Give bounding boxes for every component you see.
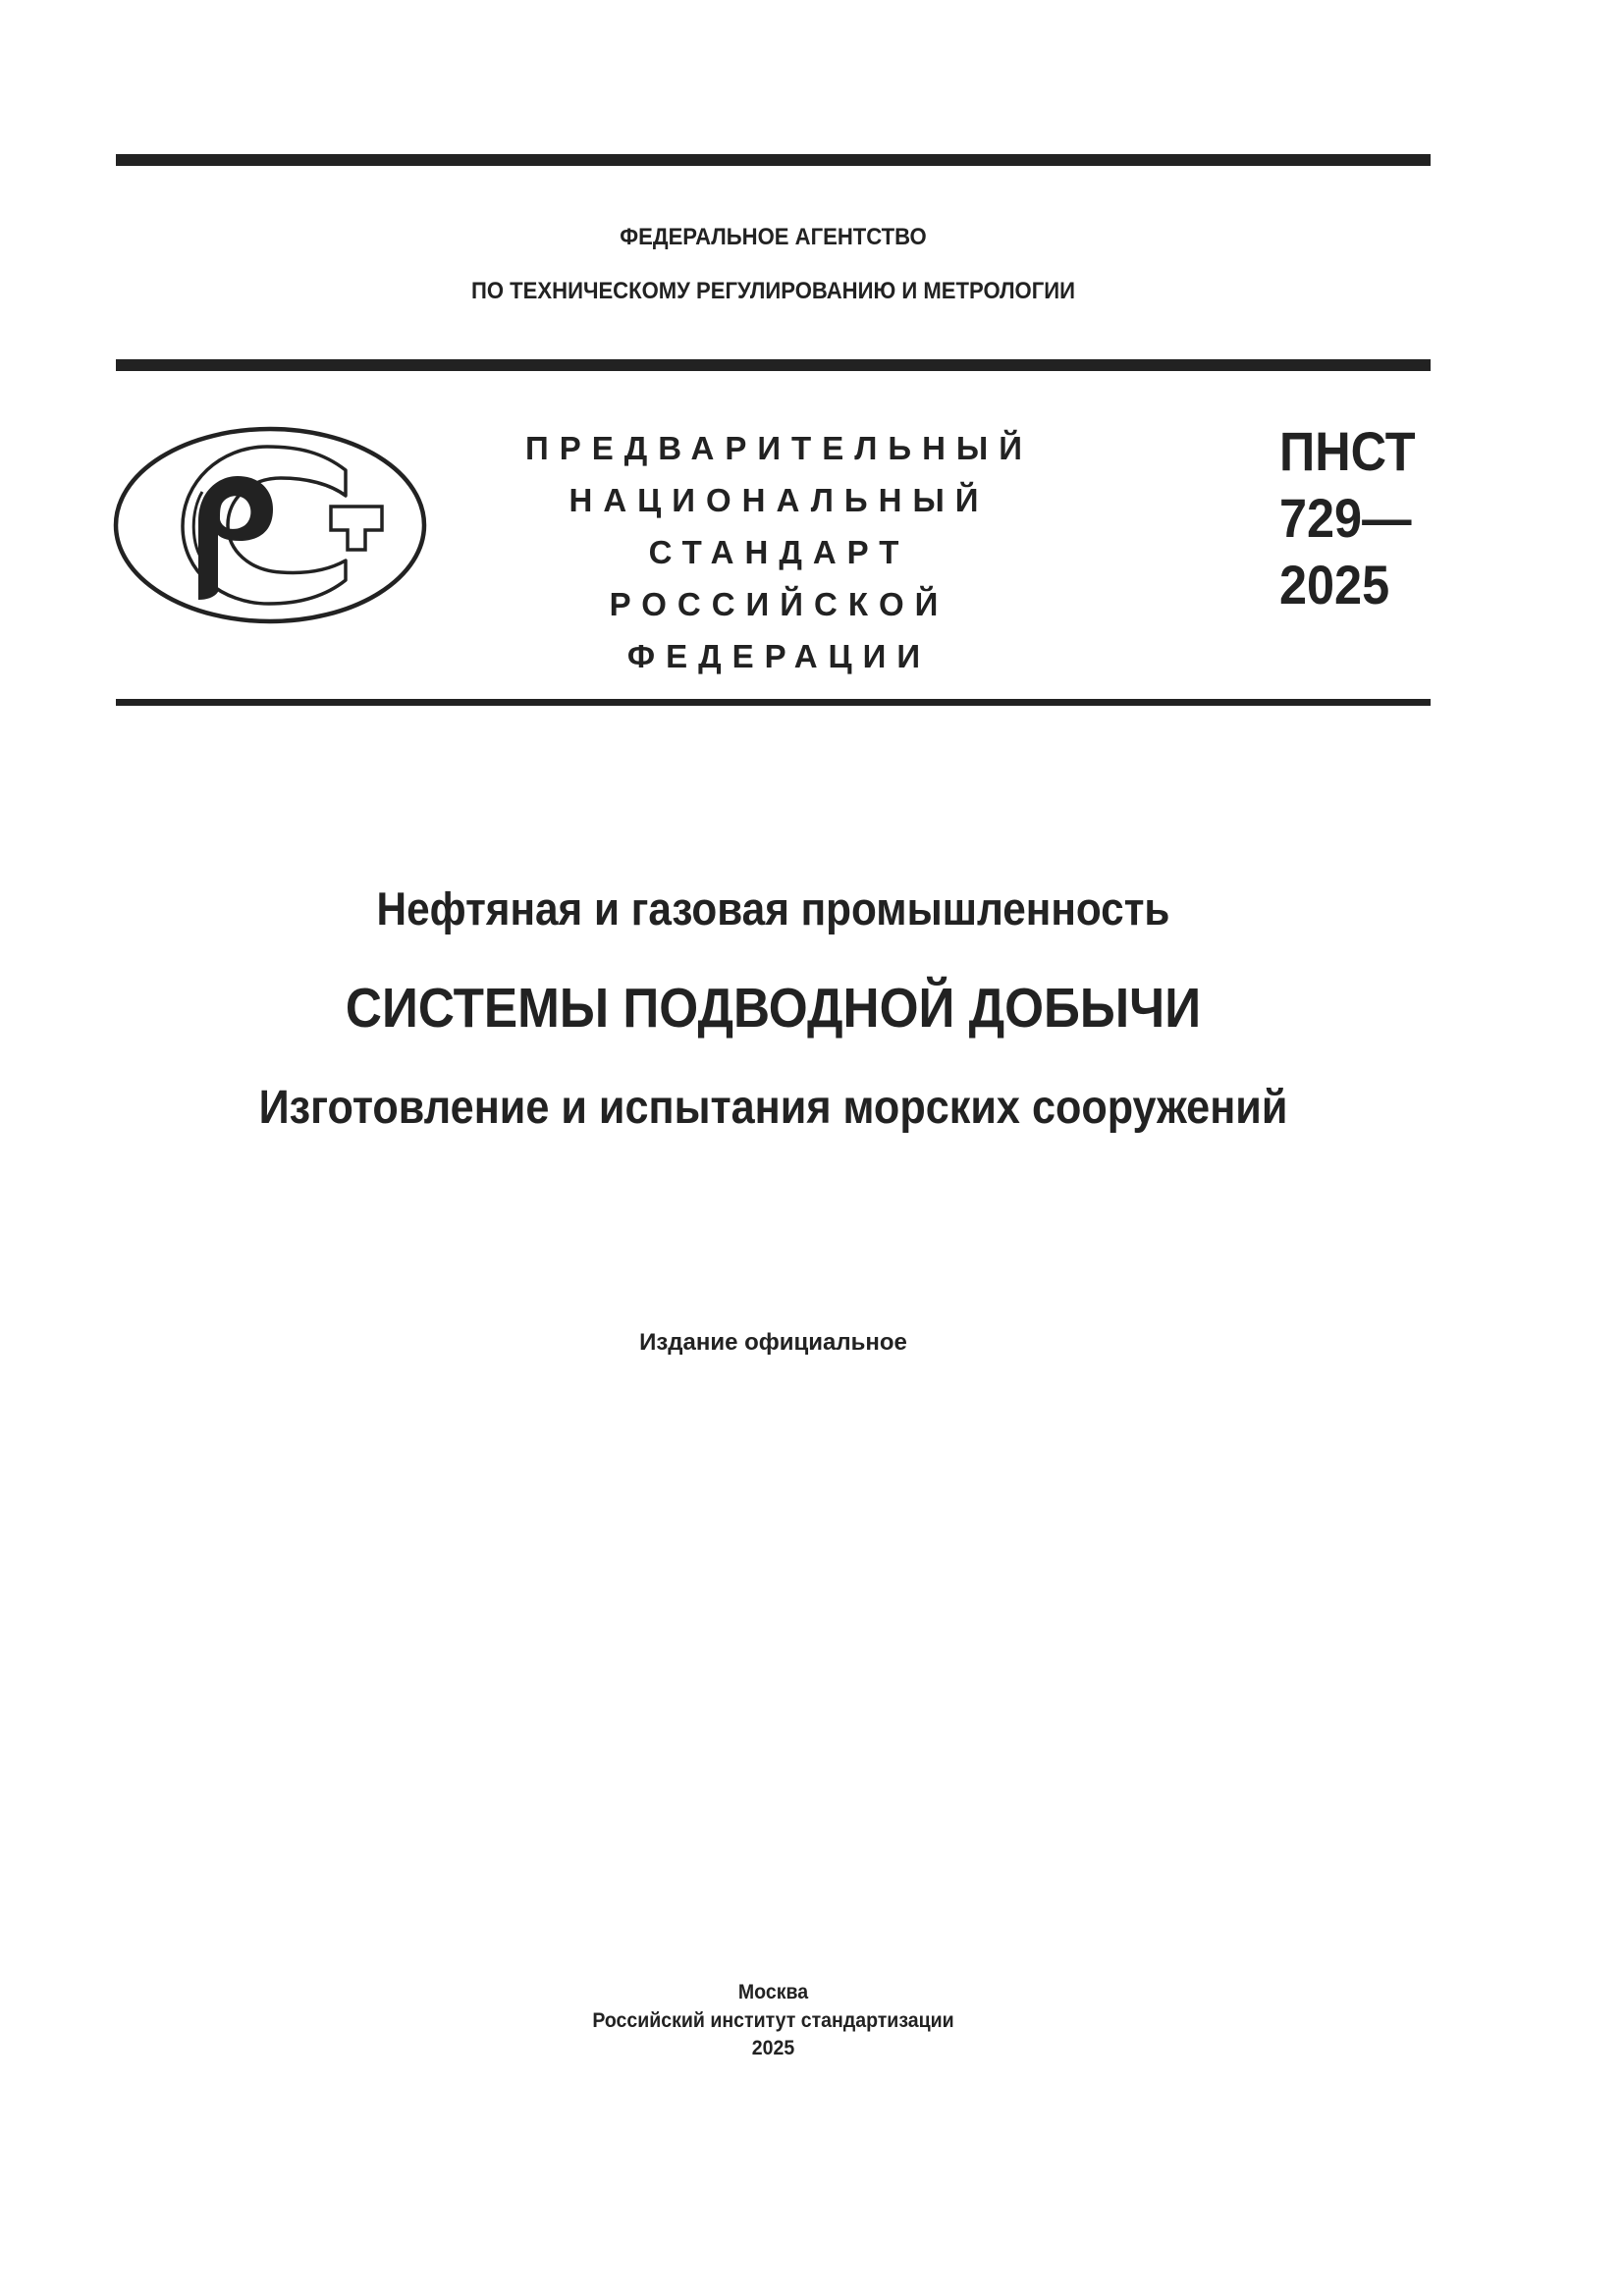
gost-r-logo-icon xyxy=(112,425,430,627)
agency-name-line-2: ПО ТЕХНИЧЕСКОМУ РЕГУЛИРОВАНИЮ И МЕТРОЛОГИИ xyxy=(471,278,1075,304)
standard-type-block xyxy=(511,428,1037,688)
footer-publisher: Российский институт стандартизации xyxy=(592,2008,954,2032)
standard-designation xyxy=(1279,418,1416,618)
document-title-main: СИСТЕМЫ ПОДВОДНОЙ ДОБЫЧИ xyxy=(345,977,1202,1040)
standard-type-line: ПРЕДВАРИТЕЛЬНЫЙ xyxy=(525,430,1033,466)
edition-label: Издание официальное xyxy=(639,1329,907,1356)
standard-type-line: ФЕДЕРАЦИИ xyxy=(626,638,932,674)
publication-footer xyxy=(116,1979,1431,2063)
standard-year: 2025 xyxy=(1279,554,1390,615)
footer-city: Москва xyxy=(737,1981,809,2003)
document-title-subtitle: Изготовление и испытания морских сооружений xyxy=(258,1082,1288,1134)
standard-number: 729— xyxy=(1279,487,1412,549)
standard-type-line: СТАНДАРТ xyxy=(648,534,910,570)
document-title-industry: Нефтяная и газовая промышленность xyxy=(376,882,1170,934)
standard-type-line: РОССИЙСКОЙ xyxy=(609,586,949,622)
bottom-rule xyxy=(116,699,1431,706)
standard-type-line: НАЦИОНАЛЬНЫЙ xyxy=(568,482,990,518)
agency-name-line-1: ФЕДЕРАЛЬНОЕ АГЕНТСТВО xyxy=(620,224,927,250)
standard-prefix: ПНСТ xyxy=(1279,420,1416,482)
middle-rule xyxy=(116,359,1431,371)
footer-year: 2025 xyxy=(751,2037,795,2059)
top-rule xyxy=(116,154,1431,166)
